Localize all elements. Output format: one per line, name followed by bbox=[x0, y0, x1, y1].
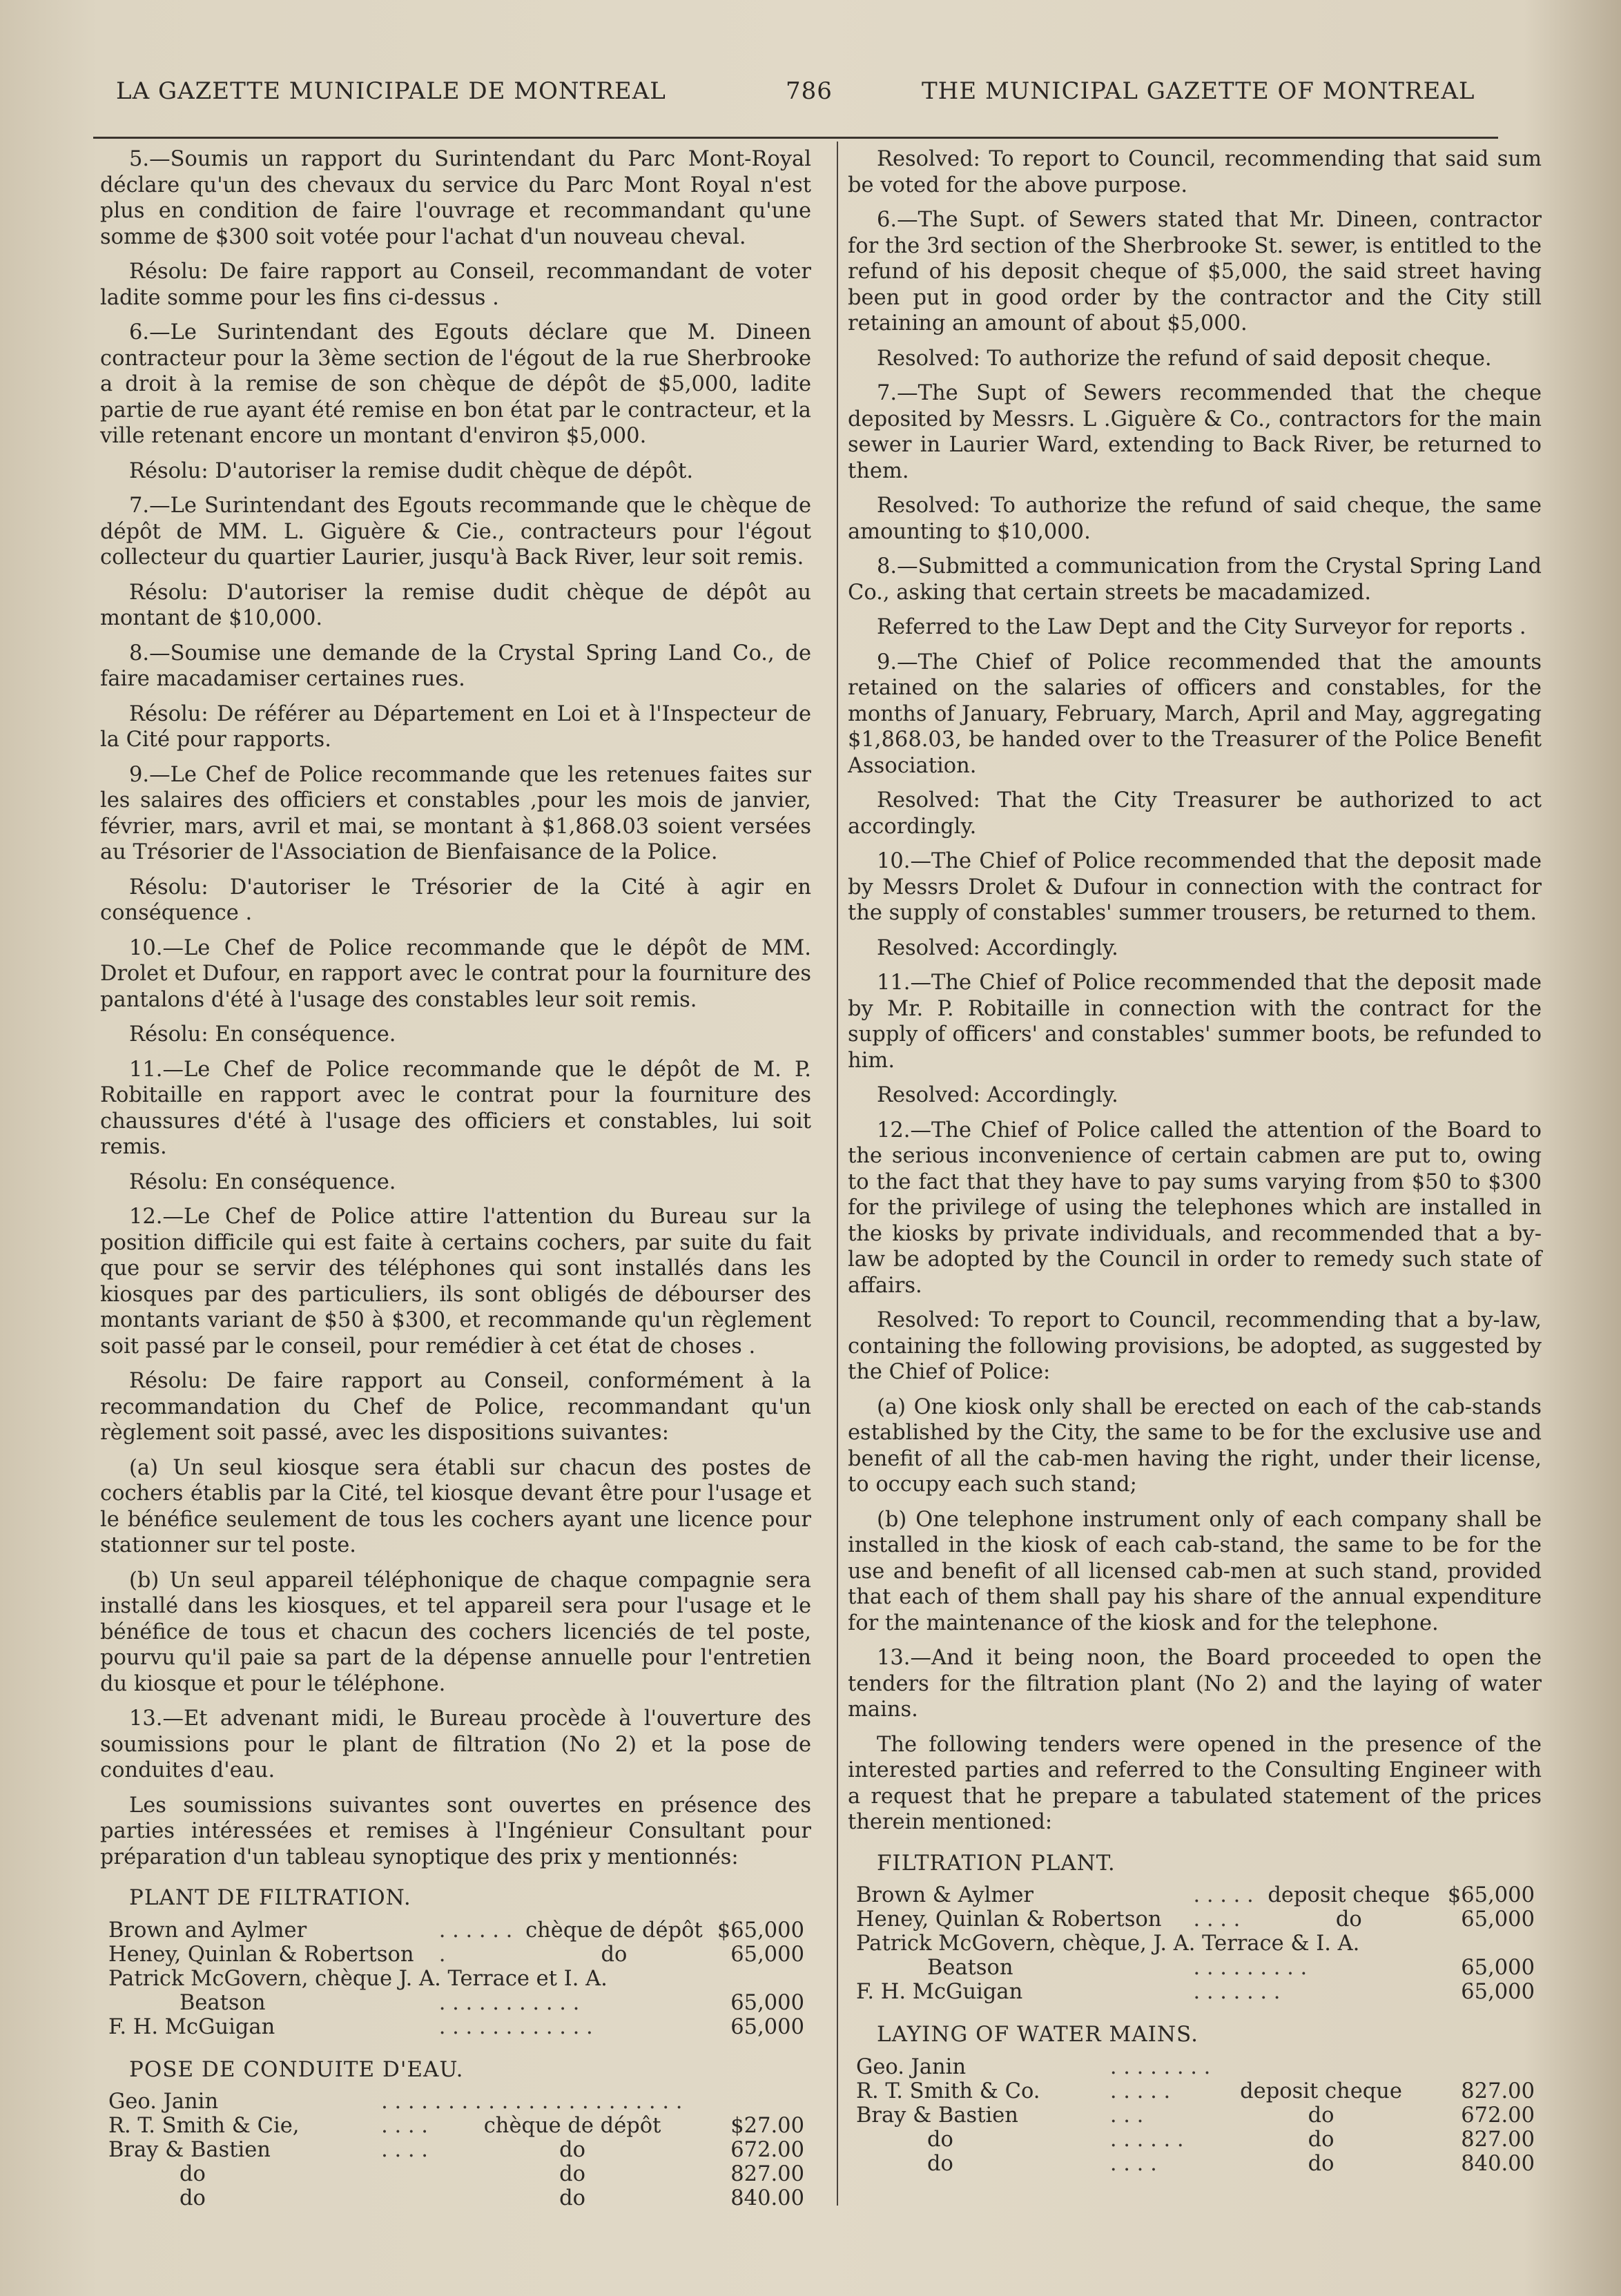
paragraph: 13.—Et advenant midi, le Bureau procède à l'ouverture des soumissions pour le plant de filtration (No 2) et la pose de conduites d'eau. bbox=[100, 1706, 811, 1782]
bidder-name: R. T. Smith & Co. bbox=[856, 2079, 1040, 2103]
paragraph: 7.—Le Surintendant des Egouts recommande que le chèque de dépôt de MM. L. Giguère & Cie., contracteurs pour l'égout collecteur du quartier Laurier, jusqu'à Back River, leur soit remis. bbox=[100, 494, 811, 570]
paragraph: Resolved: Accordingly. bbox=[877, 1083, 1118, 1107]
paragraph: Resolved: That the City Treasurer be authorized to act accordingly. bbox=[848, 788, 1542, 839]
filtration-heading-en: FILTRATION PLANT. bbox=[877, 1850, 1116, 1876]
bidder-name: R. T. Smith & Cie, bbox=[108, 2114, 300, 2138]
left-paragraphs bbox=[100, 146, 811, 1870]
paragraph: Résolu: De référer au Département en Loi et à l'Inspecteur de la Cité pour rapports. bbox=[100, 701, 811, 752]
bid-amount: 827.00 bbox=[1461, 2127, 1535, 2152]
bidder-name: Heney, Quinlan & Robertson bbox=[856, 1907, 1162, 1932]
deposit-kind: do bbox=[1308, 2151, 1334, 2176]
paragraph: Résolu: De faire rapport au Conseil, conformément à la recommandation du Chef de Police, recommandant qu'un règlement soit passé, avec les dispositions suivantes: bbox=[100, 1369, 811, 1445]
table-row bbox=[100, 1943, 811, 1967]
table-row bbox=[100, 1918, 811, 1943]
leader-dots: . . . . . . bbox=[1109, 2127, 1184, 2152]
table-row bbox=[100, 2114, 811, 2138]
leader-dots: . bbox=[438, 1942, 446, 1967]
paragraph: Résolu: D'autoriser le Trésorier de la Cité à agir en conséquence . bbox=[100, 875, 811, 925]
table-row bbox=[848, 1956, 1542, 1980]
table-row bbox=[100, 1967, 811, 1991]
column-divider bbox=[837, 142, 838, 2206]
deposit-kind: do bbox=[1335, 1907, 1362, 1932]
deposit-kind: do bbox=[559, 2162, 586, 2186]
deposit-kind: deposit cheque bbox=[1240, 2079, 1402, 2103]
bid-amount: 65,000 bbox=[1461, 1956, 1535, 1980]
table-row bbox=[848, 1883, 1542, 1907]
bid-amount: 65,000 bbox=[1461, 1980, 1535, 2004]
paragraph: Resolved: To authorize the refund of said deposit cheque. bbox=[877, 346, 1492, 371]
table-row bbox=[100, 2015, 811, 2039]
bid-amount bbox=[1438, 1932, 1542, 1956]
bidder-name: F. H. McGuigan bbox=[856, 1980, 1023, 2004]
bidder-name: Brown and Aylmer bbox=[108, 1918, 307, 1943]
paragraph: 7.—The Supt of Sewers recommended that the cheque deposited by Messrs. L .Giguère & Co., contractors for the main sewer in Laurier Ward, extending to Back River, be returned to them. bbox=[848, 381, 1542, 483]
paragraph: 11.—The Chief of Police recommended that the deposit made by Mr. P. Robitaille in connection with the contract for the supply of officers' and constables' summer boots, be refunded to him. bbox=[848, 971, 1542, 1073]
paragraph: 6.—Le Surintendant des Egouts déclare que M. Dineen contracteur pour la 3ème section de l'égout de la rue Sherbrooke a droit à la remise de son chèque de dépôt de $5,000, ladite partie de rue ayant été remise en bon état par le contracteur, et la ville retenant encore un montant d'environ $5,000. bbox=[100, 320, 811, 448]
table-row bbox=[848, 2079, 1542, 2103]
paragraph: 12.—The Chief of Police called the attention of the Board to the serious inconvenience of certain cabmen are put to, owing to the fact that they have to pay sums varying from $50 to $300 for the privilege of using the telephones which are installed in the kiosks by private individuals, and recommended that a by-law be adopted by the Council in order to remedy such state of affairs. bbox=[848, 1118, 1542, 1298]
paragraph: Résolu: D'autoriser la remise dudit chèque de dépôt. bbox=[129, 458, 694, 483]
table-row bbox=[848, 2152, 1542, 2176]
paragraph: Referred to the Law Dept and the City Surveyor for reports . bbox=[877, 615, 1526, 639]
deposit-kind: deposit cheque bbox=[1268, 1883, 1430, 1907]
bid-amount: 65,000 bbox=[730, 1990, 804, 2015]
leader-dots: . . . . . . . . . . . bbox=[438, 1990, 580, 2015]
deposit-kind: do bbox=[559, 2138, 586, 2162]
filtration-table-en bbox=[848, 1883, 1542, 2004]
paragraph: Résolu: D'autoriser la remise dudit chèque de dépôt au montant de $10,000. bbox=[100, 580, 811, 630]
bidder-name: Geo. Janin bbox=[108, 2090, 219, 2114]
leader-dots: . . . . bbox=[381, 2114, 428, 2138]
bidder-name: Patrick McGovern, chèque, J. A. Terrace & I. A. bbox=[856, 1932, 1360, 1956]
leader-dots: . . . . . bbox=[1193, 1883, 1254, 1907]
paragraph: Résolu: De faire rapport au Conseil, recommandant de voter ladite somme pour les fins ci-dessus . bbox=[100, 260, 811, 310]
leader-dots bbox=[381, 2162, 447, 2186]
bidder-name: do bbox=[179, 2162, 206, 2186]
bidder-name: Bray & Bastien bbox=[108, 2138, 271, 2162]
leader-dots: . . . bbox=[1109, 2103, 1144, 2128]
deposit-kind: chèque de dépôt bbox=[483, 2114, 661, 2138]
leader-dots: . . . . . . . bbox=[1193, 1980, 1281, 2004]
bidder-name: Brown & Aylmer bbox=[856, 1883, 1033, 1907]
table-row bbox=[100, 2162, 811, 2186]
paragraph: Les soumissions suivantes sont ouvertes en présence des parties intéressées et remises à l'Ingénieur Consultant pour préparation d'un tableau synoptique des prix y mentionnés: bbox=[100, 1793, 811, 1869]
bid-amount: $27.00 bbox=[730, 2114, 804, 2138]
leader-dots: . . . . bbox=[1193, 1907, 1241, 1932]
table-row bbox=[848, 2103, 1542, 2128]
bidder-name: Bray & Bastien bbox=[856, 2103, 1018, 2128]
paragraph: Resolved: Accordingly. bbox=[877, 935, 1118, 960]
bidder-name: F. H. McGuigan bbox=[108, 2014, 275, 2039]
bidder-name: Geo. Janin bbox=[856, 2054, 967, 2079]
leader-dots: . . . . . . . . . bbox=[1193, 1956, 1308, 1980]
bid-amount: 672.00 bbox=[730, 2138, 804, 2162]
paragraph: Resolved: To report to Council, recommending that said sum be voted for the above purpose. bbox=[848, 147, 1542, 197]
leader-dots: . . . . . . . . bbox=[1109, 2054, 1211, 2079]
bidder-name: do bbox=[927, 2151, 953, 2176]
bid-amount bbox=[710, 1967, 811, 1991]
leader-dots: . . . . . . . . . . . . . . . . . . . . . . . bbox=[381, 2090, 683, 2114]
bid-amount: 840.00 bbox=[730, 2186, 804, 2210]
table-row bbox=[848, 1980, 1542, 2004]
leader-dots: . . . . . . . . . . . . bbox=[438, 2014, 593, 2039]
water-table-fr bbox=[100, 2090, 811, 2210]
bid-amount: 827.00 bbox=[1461, 2079, 1535, 2103]
leader-dots: . . . . . . bbox=[438, 1918, 513, 1943]
deposit-kind: chèque de dépôt bbox=[525, 1918, 703, 1943]
paragraph: 12.—Le Chef de Police attire l'attention du Bureau sur la position difficile qui est faite à certains cochers, par suite du fait que pour se servir des téléphones qui sont installés dans les kiosques par des particuliers, ils sont obligés de débourser des montants variant de $50 à $300, et recommande qu'un règlement soit passé par le conseil, pour remédier à cet état de choses . bbox=[100, 1205, 811, 1359]
table-row bbox=[100, 2138, 811, 2162]
header-title-french: LA GAZETTE MUNICIPALE DE MONTREAL bbox=[116, 77, 666, 105]
table-row bbox=[848, 2055, 1542, 2079]
page-number: 786 bbox=[786, 77, 833, 105]
paragraph: 6.—The Supt. of Sewers stated that Mr. Dineen, contractor for the 3rd section of the Sherbrooke St. sewer, is entitled to the refund of his deposit cheque of $5,000, the said street having been put in good order by the contractor and the City still retaining an amount of about $5,000. bbox=[848, 208, 1542, 335]
leader-dots: . . . . . bbox=[1109, 2079, 1171, 2103]
bidder-name: Heney, Quinlan & Robertson bbox=[108, 1942, 414, 1967]
filtration-table-fr bbox=[100, 1918, 811, 2039]
bidder-name: Beatson bbox=[927, 1956, 1013, 1980]
bid-amount: $65,000 bbox=[717, 1918, 804, 1943]
paragraph: (a) Un seul kiosque sera établi sur chacun des postes de cochers établis par la Cité, tel kiosque devant être pour l'usage et le bénéfice seulement de tous les cochers ayant une licence pour stationner sur tel poste. bbox=[100, 1455, 811, 1557]
bid-amount: $65,000 bbox=[1447, 1883, 1535, 1907]
paragraph: Resolved: To report to Council, recommending that a by-law, containing the following provisions, be adopted, as suggested by the Chief of Police: bbox=[848, 1308, 1542, 1384]
water-heading-fr: POSE DE CONDUITE D'EAU. bbox=[129, 2056, 464, 2082]
right-paragraphs bbox=[848, 146, 1542, 1836]
bidder-name: Patrick McGovern, chèque J. A. Terrace et I. A. bbox=[108, 1966, 608, 1991]
right-column-english bbox=[848, 146, 1542, 2194]
paragraph: (b) Un seul appareil téléphonique de chaque compagnie sera installé dans les kiosques, et tel appareil sera pour l'usage et le bénéfice de tous et chacun des cochers licenciés de tel poste, pourvu qu'il paie sa part de la dépense annuelle pour l'entretien du kiosque et pour le téléphone. bbox=[100, 1568, 811, 1696]
paragraph: 8.—Submitted a communication from the Crystal Spring Land Co., asking that certain streets be macadamized. bbox=[848, 554, 1542, 605]
table-row bbox=[848, 1932, 1542, 1956]
leader-dots: . . . . bbox=[1109, 2151, 1157, 2176]
bid-amount: 65,000 bbox=[1461, 1907, 1535, 1932]
table-row bbox=[100, 2186, 811, 2210]
paragraph: 9.—The Chief of Police recommended that the amounts retained on the salaries of officers and constables, for the months of January, February, March, April and May, aggregating $1,868.03, be handed over to the Treasurer of the Police Benefit Association. bbox=[848, 650, 1542, 778]
paragraph: 5.—Soumis un rapport du Surintendant du Parc Mont-Royal déclare qu'un des chevaux du service du Parc Mont Royal n'est plus en condition de faire l'ouvrage et recommandant qu'une somme de $300 soit votée pour l'achat d'un nouveau cheval. bbox=[100, 147, 811, 249]
filtration-heading-fr: PLANT DE FILTRATION. bbox=[129, 1885, 411, 1910]
leader-dots bbox=[381, 2186, 447, 2210]
water-table-en bbox=[848, 2055, 1542, 2176]
paragraph: Résolu: En conséquence. bbox=[129, 1022, 396, 1047]
paragraph: 9.—Le Chef de Police recommande que les retenues faites sur les salaires des officiers et constables ,pour les mois de janvier, février, mars, avril et mai, se montant à $1,868.03 soient versées au Trésorier de l'Association de Bienfaisance de la Police. bbox=[100, 762, 811, 864]
paragraph: Resolved: To authorize the refund of said cheque, the same amounting to $10,000. bbox=[848, 494, 1542, 544]
table-row bbox=[100, 2090, 811, 2114]
deposit-kind: do bbox=[1308, 2127, 1334, 2152]
bid-amount: 827.00 bbox=[730, 2162, 804, 2186]
paragraph: Résolu: En conséquence. bbox=[129, 1169, 396, 1194]
leader-dots: . . . . bbox=[381, 2138, 428, 2162]
water-heading-en: LAYING OF WATER MAINS. bbox=[877, 2022, 1198, 2047]
bidder-name: do bbox=[179, 2186, 206, 2210]
bid-amount: 65,000 bbox=[730, 1942, 804, 1967]
header-rule bbox=[93, 137, 1498, 139]
paragraph: (b) One telephone instrument only of each company shall be installed in the kiosk of each cab-stand, the same to be for the use and benefit of all licensed cab-men at such stand, provided that each of them shall pay his share of the annual expenditure for the maintenance of the kiosk and for the telephone. bbox=[848, 1507, 1542, 1635]
paragraph: 11.—Le Chef de Police recommande que le dépôt de M. P. Robitaille en rapport avec le contrat pour la fourniture des chaussures d'été à l'usage des officiers et constables, lui soit remis. bbox=[100, 1057, 811, 1159]
left-column-french bbox=[100, 146, 811, 2228]
deposit-kind: do bbox=[1308, 2103, 1334, 2128]
table-row bbox=[100, 1991, 811, 2015]
bidder-name: do bbox=[927, 2127, 953, 2152]
bidder-name: Beatson bbox=[179, 1990, 266, 2015]
paragraph: (a) One kiosk only shall be erected on each of the cab-stands established by the City, the same to be for the exclusive use and benefit of all the cab-men having the right, under their license, to occupy each such stand; bbox=[848, 1394, 1542, 1497]
header-title-english: THE MUNICIPAL GAZETTE OF MONTREAL bbox=[922, 77, 1475, 105]
table-row bbox=[848, 2128, 1542, 2152]
bid-amount: 840.00 bbox=[1461, 2151, 1535, 2176]
bid-amount: 672.00 bbox=[1461, 2103, 1535, 2128]
paragraph: 13.—And it being noon, the Board proceeded to open the tenders for the filtration plant (No 2) and the laying of water mains. bbox=[848, 1646, 1542, 1722]
deposit-kind: do bbox=[559, 2186, 586, 2210]
paragraph: 10.—The Chief of Police recommended that the deposit made by Messrs Drolet & Dufour in connection with the contract for the supply of constables' summer trousers, be returned to them. bbox=[848, 849, 1542, 925]
paragraph: 8.—Soumise une demande de la Crystal Spring Land Co., de faire macadamiser certaines rues. bbox=[100, 641, 811, 691]
paragraph: 10.—Le Chef de Police recommande que le dépôt de MM. Drolet et Dufour, en rapport avec le contrat pour la fourniture des pantalons d'été à l'usage des constables leur soit remis. bbox=[100, 935, 811, 1012]
table-row bbox=[848, 1907, 1542, 1932]
bid-amount: 65,000 bbox=[730, 2014, 804, 2039]
deposit-kind: do bbox=[601, 1942, 628, 1967]
paragraph: The following tenders were opened in the presence of the interested parties and referred to the Consulting Engineer with a request that he prepare a tabulated statement of the prices therein mentioned: bbox=[848, 1732, 1542, 1834]
